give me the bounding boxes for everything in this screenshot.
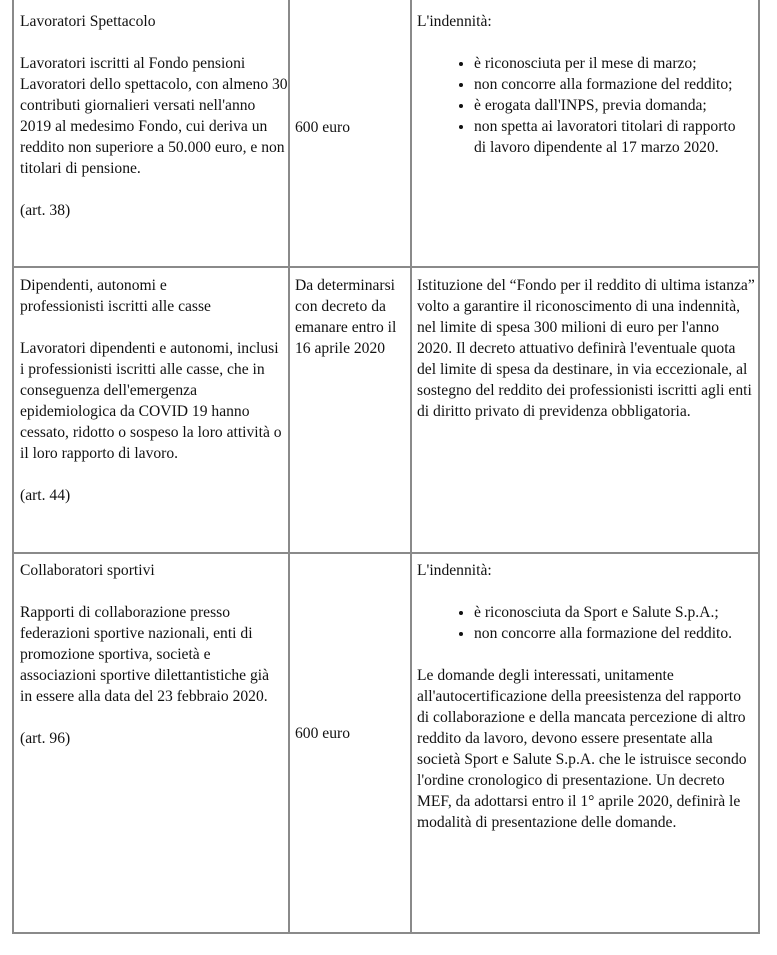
article-reference: (art. 38) <box>20 202 71 219</box>
beneficiary-cell <box>14 11 290 221</box>
measure-text: Istituzione del “Fondo per il reddito di ultima istanza” volto a garantire il riconoscimento di una indennità, nel limite di spesa 300 milioni di euro per l'anno 2020. Il decreto attuativo definirà l'eventuale quota del limite di spesa da destinare, in via eccezionale, al sostegno del reddito dei professionisti iscritti agli enti di diritto privato di previdenza obbligatoria. <box>417 277 755 420</box>
measure-bullet-list <box>417 53 746 158</box>
table-row <box>14 0 758 266</box>
measure-intro: L'indennità: <box>417 13 492 30</box>
measure-text: Le domande degli interessati, unitamente all'autocertificazione della preesistenza del rapporto di collaborazione e della mancata percezione di altro reddito da lavoro, devono essere presentate alla società Sport e Salute S.p.A. che le istruisce secondo l'ordine cronologico di presentazione. Un decreto MEF, da adottarsi entro il 1° aprile 2020, definirà le modalità di presentazione delle domande. <box>417 667 747 831</box>
beneficiary-description: Lavoratori dipendenti e autonomi, inclusi i professionisti iscritti alle casse, che in conseguenza dell'emergenza epidemiologica da COVID 19 hanno cessato, ridotto o sospeso la loro attività o il loro rapporto di lavoro. <box>20 340 282 462</box>
beneficiary-title: Dipendenti, autonomi e professionisti iscritti alle casse <box>20 277 211 315</box>
measure-bullet-list <box>417 602 746 644</box>
measure-intro: L'indennità: <box>417 562 492 579</box>
beneficiary-cell <box>14 560 290 749</box>
list-item: • è riconosciuta per il mese di marzo; <box>474 53 746 74</box>
beneficiary-title: Collaboratori sportivi <box>20 562 155 579</box>
amount-cell <box>290 117 412 138</box>
beneficiary-description: Rapporti di collaborazione presso federazioni sportive nazionali, enti di promozione sportiva, società e associazioni sportive dilettantistiche già in essere alla data del 23 febbraio 2020. <box>20 604 269 705</box>
beneficiary-cell <box>14 275 290 506</box>
table-row <box>14 268 758 552</box>
list-item: • non spetta ai lavoratori titolari di rapporto di lavoro dipendente al 17 marzo 2020. <box>474 116 746 158</box>
list-item: • è riconosciuta da Sport e Salute S.p.A.; <box>474 602 746 623</box>
list-item: • non concorre alla formazione del reddito. <box>474 623 746 644</box>
beneficiary-title: Lavoratori Spettacolo <box>20 13 156 30</box>
beneficiary-description: Lavoratori iscritti al Fondo pensioni Lavoratori dello spettacolo, con almeno 30 contributi giornalieri versati nell'anno 2019 al medesimo Fondo, cui deriva un reddito non superiore a 50.000 euro, e non titolari di pensione. <box>20 55 288 177</box>
measure-cell <box>412 11 758 158</box>
amount-value: Da determinarsi con decreto da emanare entro il 16 aprile 2020 <box>295 277 397 357</box>
table-row <box>14 554 758 932</box>
measure-cell <box>412 275 758 422</box>
measure-cell <box>412 560 758 833</box>
amount-cell <box>290 723 412 744</box>
amount-cell <box>290 275 412 359</box>
article-reference: (art. 96) <box>20 730 71 747</box>
list-item: • è erogata dall'INPS, previa domanda; <box>474 95 746 116</box>
article-reference: (art. 44) <box>20 487 71 504</box>
measures-table <box>12 0 760 934</box>
amount-value: 600 euro <box>295 119 350 136</box>
amount-value: 600 euro <box>295 725 350 742</box>
list-item: • non concorre alla formazione del reddito; <box>474 74 746 95</box>
